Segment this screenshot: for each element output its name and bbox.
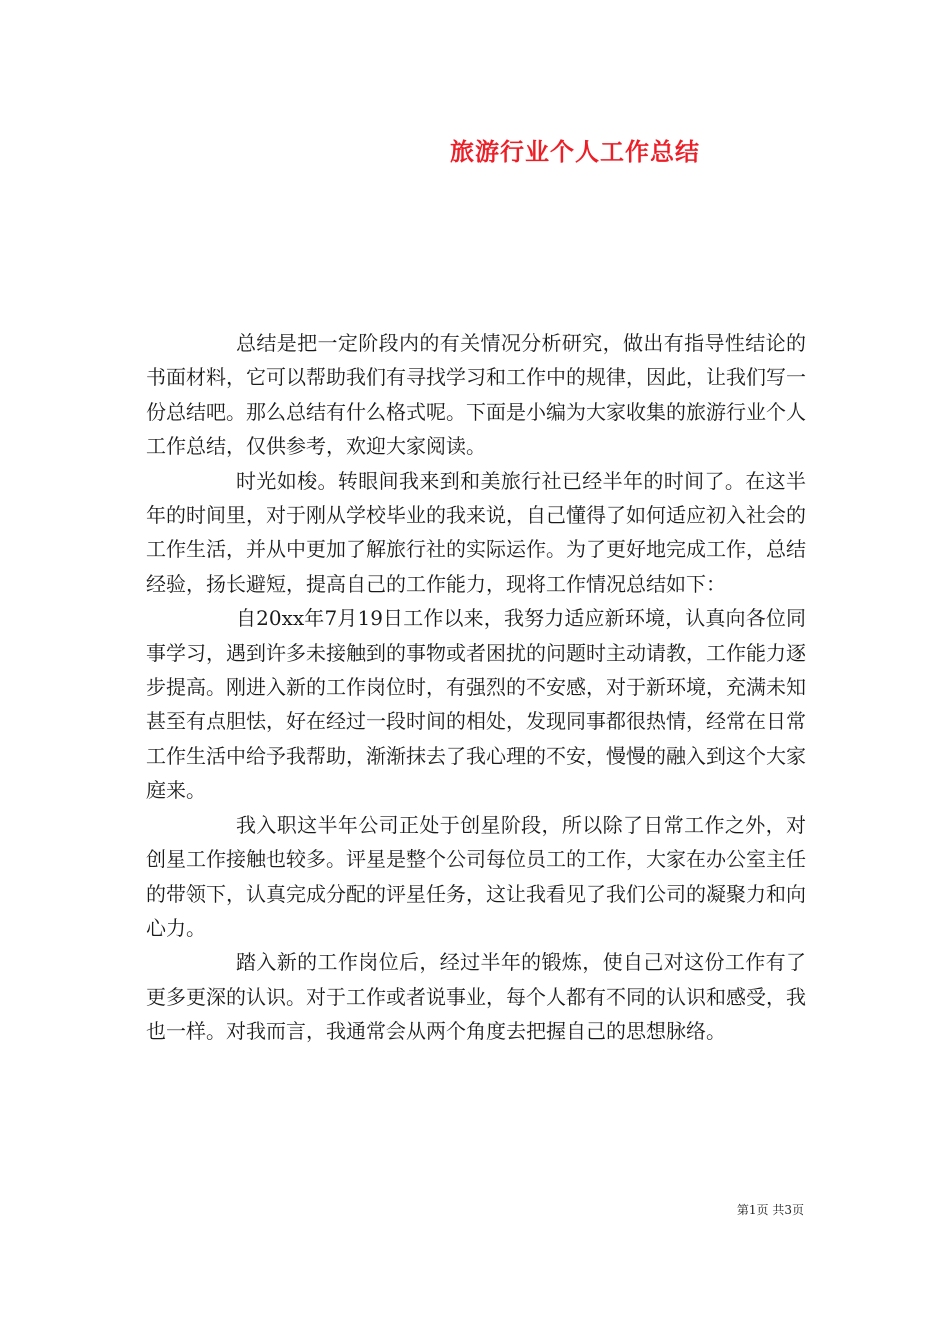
- page-number: 第1页 共3页: [736, 1203, 804, 1217]
- paragraph: 我入职这半年公司正处于创星阶段，所以除了日常工作之外，对创星工作接触也较多。评星是整个公司每位员工的工作，大家在办公室主任的带领下，认真完成分配的评星任务，这让我看见了我们公司的凝聚力和向心力。: [146, 812, 806, 940]
- paragraph: 总结是把一定阶段内的有关情况分析研究，做出有指导性结论的书面材料，它可以帮助我们有寻找学习和工作中的规律，因此，让我们写一份总结吧。那么总结有什么格式呢。下面是小编为大家收集的旅游行业个人工作总结，仅供参考，欢迎大家阅读。: [146, 331, 806, 459]
- paragraph: 时光如梭。转眼间我来到和美旅行社已经半年的时间了。在这半年的时间里，对于刚从学校毕业的我来说，自己懂得了如何适应初入社会的工作生活，并从中更加了解旅行社的实际运作。为了更好地完成工作，总结经验，扬长避短，提高自己的工作能力，现将工作情况总结如下：: [146, 468, 806, 596]
- paragraph: 踏入新的工作岗位后，经过半年的锻炼，使自己对这份工作有了更多更深的认识。对于工作或者说事业，每个人都有不同的认识和感受，我也一样。对我而言，我通常会从两个角度去把握自己的思想脉络。: [146, 950, 806, 1044]
- document-body: [146, 326, 806, 1049]
- document-title: 旅游行业个人工作总结: [450, 137, 700, 166]
- paragraph: 自20xx年7月19日工作以来，我努力适应新环境，认真向各位同事学习，遇到许多未接触到的事物或者困扰的问题时主动请教，工作能力逐步提高。刚进入新的工作岗位时，有强烈的不安感，对于新环境，充满未知甚至有点胆怯，好在经过一段时间的相处，发现同事都很热情，经常在日常工作生活中给予我帮助，渐渐抹去了我心理的不安，慢慢的融入到这个大家庭来。: [146, 606, 806, 803]
